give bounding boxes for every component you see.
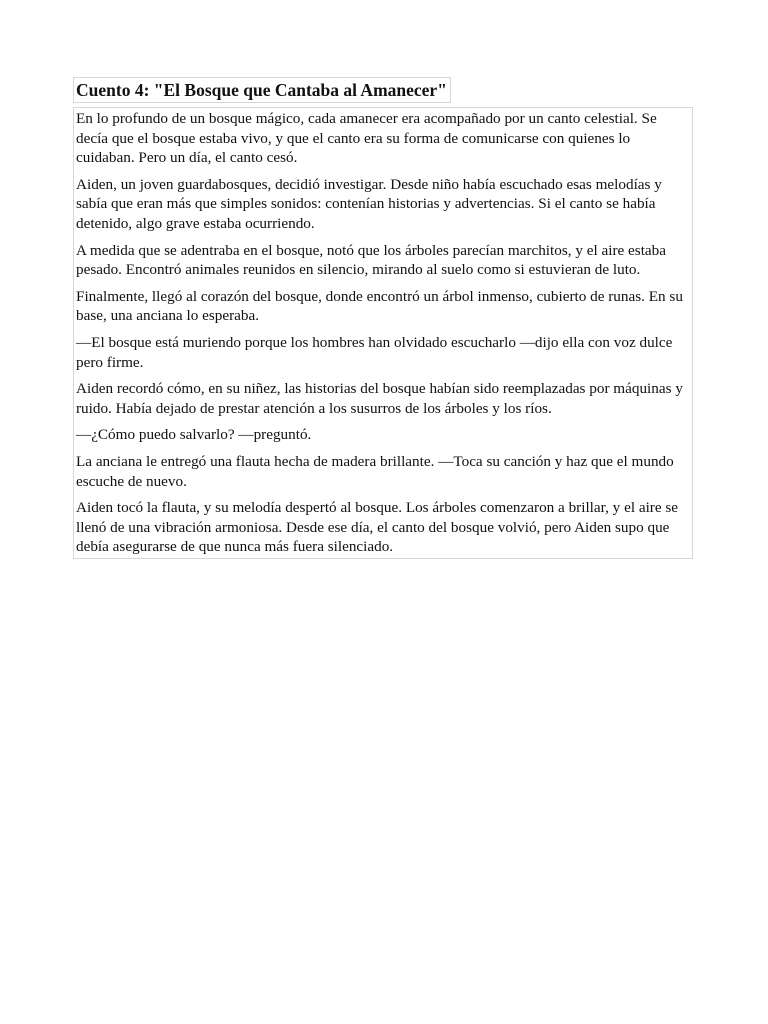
story-paragraph: Aiden recordó cómo, en su niñez, las historias del bosque habían sido reemplazadas por máquinas y ruido. Había dejado de prestar atención a los susurros de los árboles y los ríos.	[76, 380, 683, 417]
story-paragraph: Finalmente, llegó al corazón del bosque, donde encontró un árbol inmenso, cubierto de runas. En su base, una anciana lo esperaba.	[76, 287, 683, 325]
story-paragraph: En lo profundo de un bosque mágico, cada amanecer era acompañado por un canto celestial. Se decía que el bosque estaba vivo, y que el canto era su forma de comunicarse con quienes lo cuidaban. Pero un día, el canto cesó.	[76, 110, 657, 167]
story-paragraph: —El bosque está muriendo porque los hombres han olvidado escucharlo —dijo ella con voz dulce pero firme.	[76, 333, 673, 371]
story-body	[73, 107, 693, 559]
story-title: Cuento 4: "El Bosque que Cantaba al Amanecer"	[73, 77, 451, 103]
story-paragraph: Aiden, un joven guardabosques, decidió investigar. Desde niño había escuchado esas melodías y sabía que eran más que simples sonidos: contenían historias y advertencias. Si el canto se había detenido, algo grave estaba ocurriendo.	[76, 175, 662, 232]
story-paragraph: Aiden tocó la flauta, y su melodía despertó al bosque. Los árboles comenzaron a brillar, y el aire se llenó de una vibración armoniosa. Desde ese día, el canto del bosque volvió, pero Aiden supo que debía asegurarse de que nunca más fuera silenciado.	[76, 499, 679, 556]
story-paragraph: La anciana le entregó una flauta hecha de madera brillante. —Toca su canción y haz que el mundo escuche de nuevo.	[76, 452, 674, 490]
story-paragraph: A medida que se adentraba en el bosque, notó que los árboles parecían marchitos, y el aire estaba pesado. Encontró animales reunidos en silencio, mirando al suelo como si estuvieran de luto.	[76, 241, 666, 279]
story-paragraph: —¿Cómo puedo salvarlo? —preguntó.	[76, 426, 312, 444]
